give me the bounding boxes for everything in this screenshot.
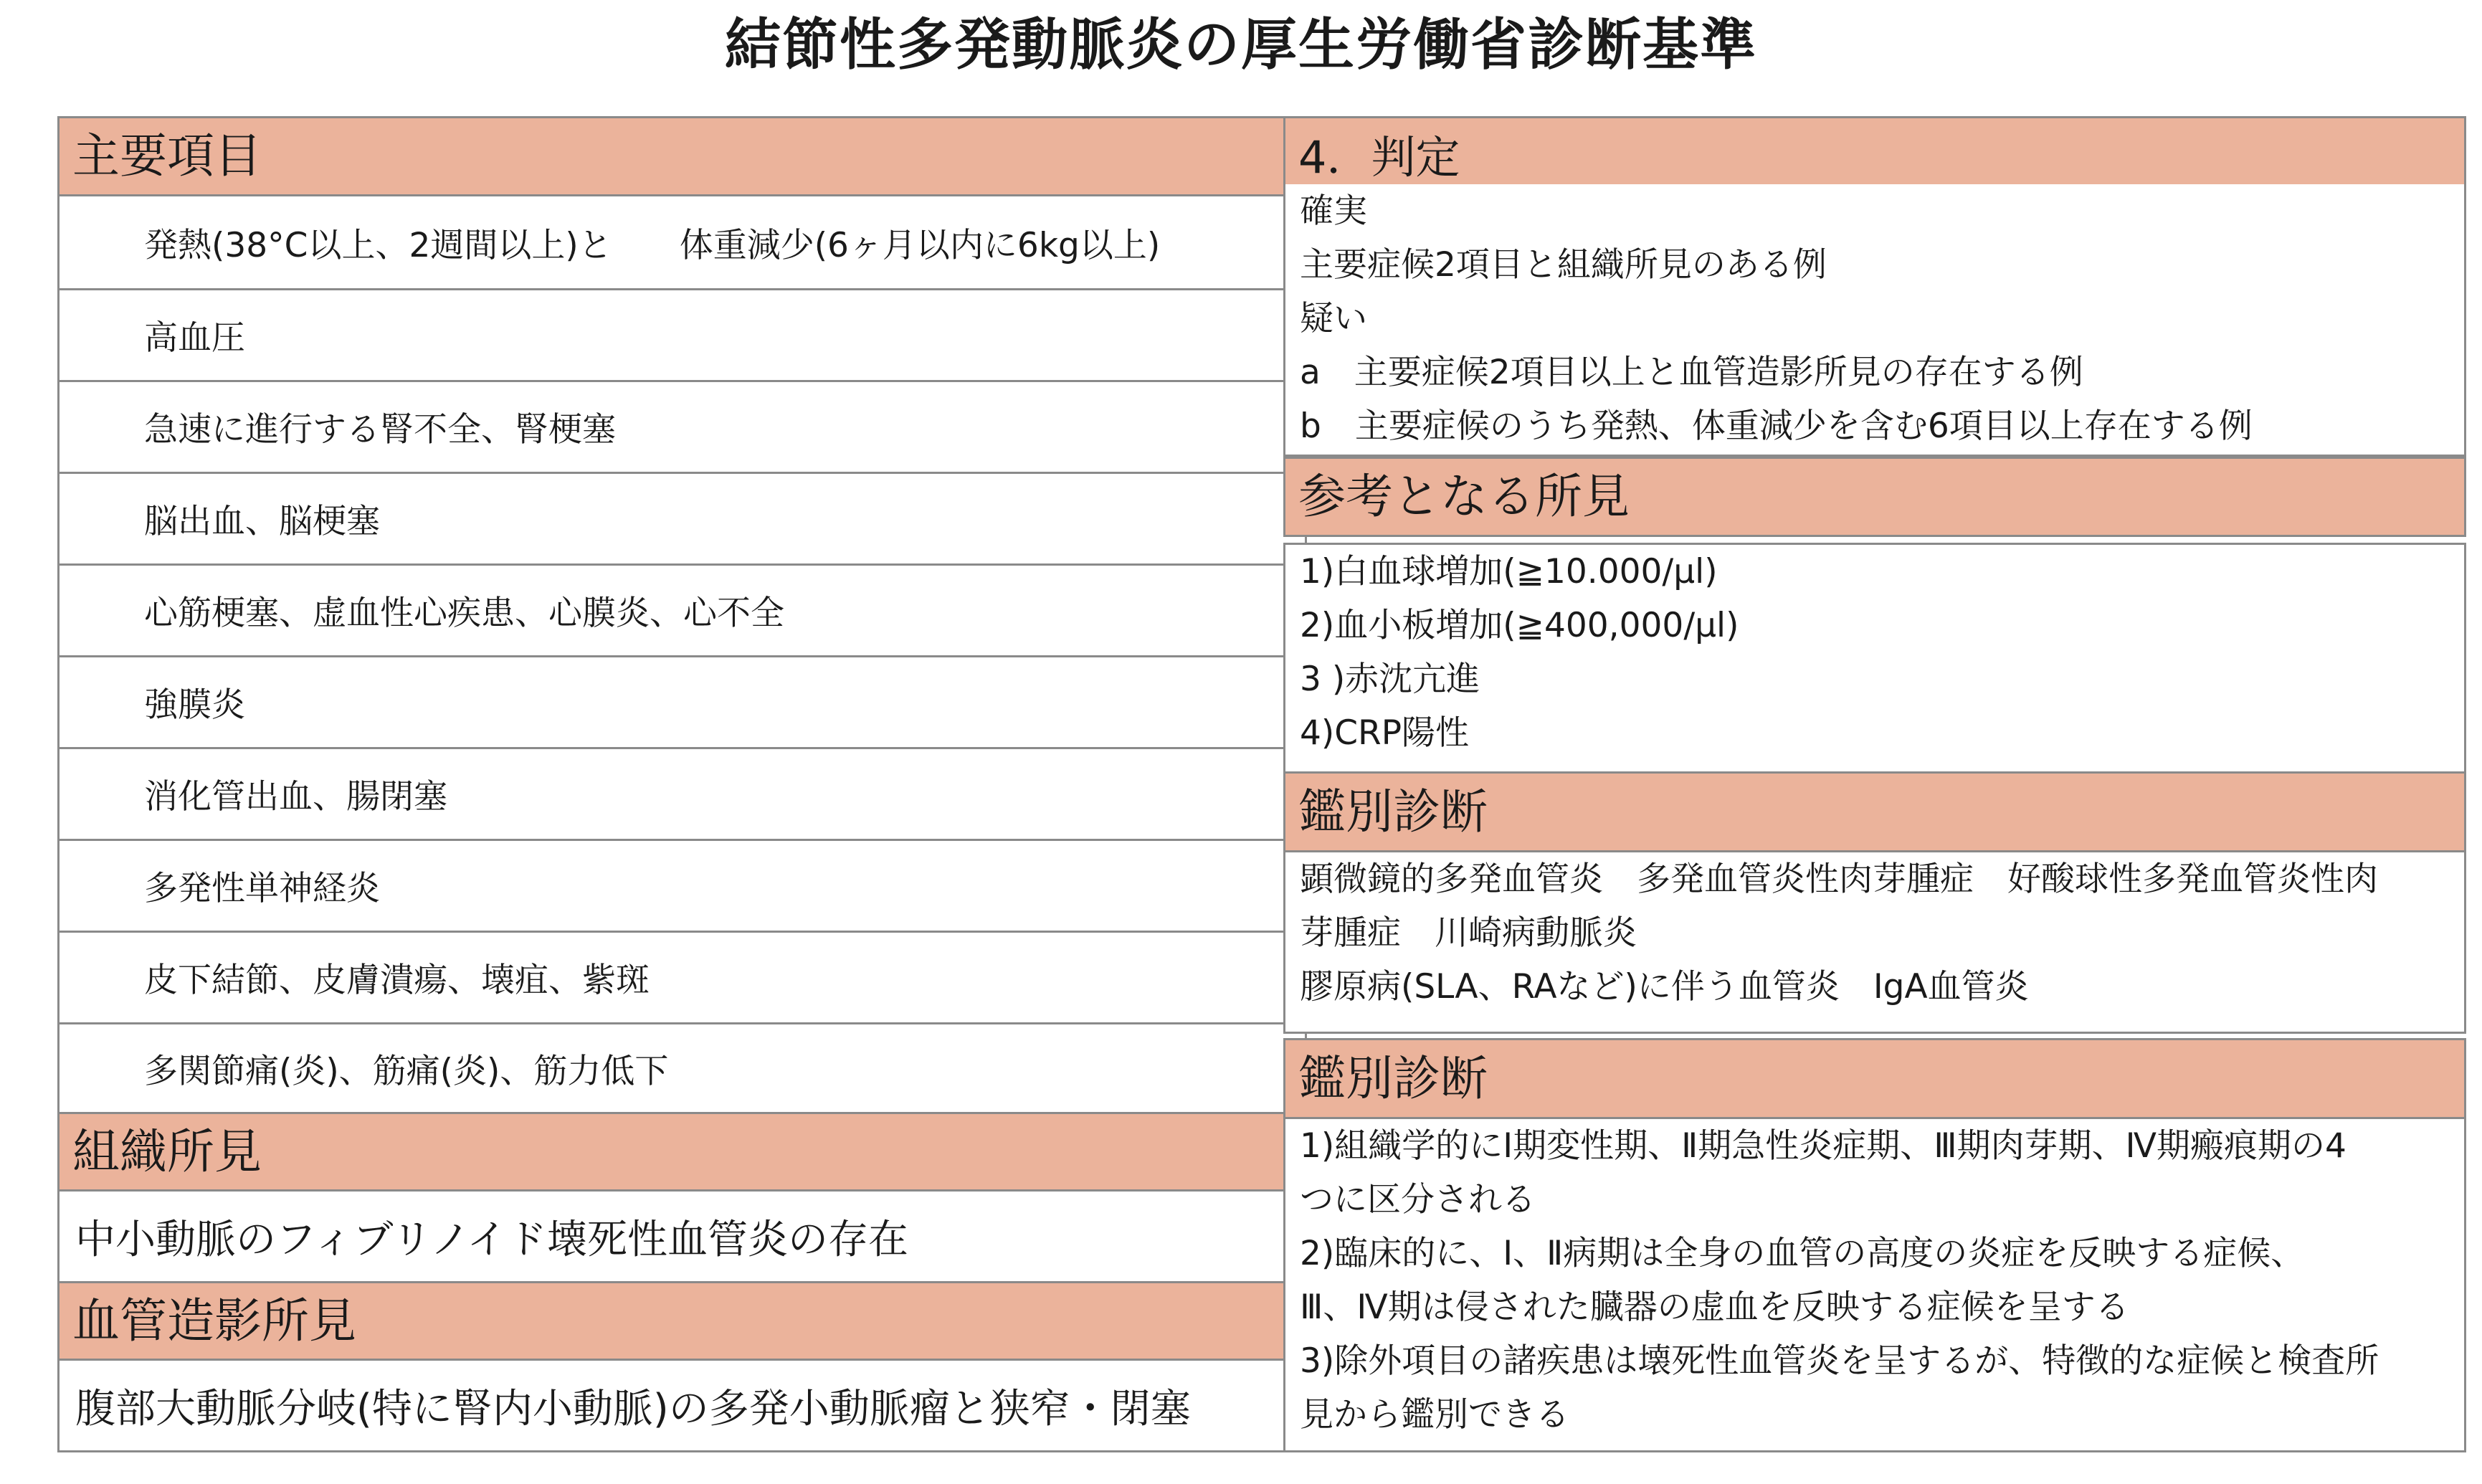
major-item-text: 多発性単神経炎	[144, 869, 380, 908]
major-item-text: 脳出血、脳梗塞	[144, 502, 380, 541]
notes-line: 見から鑑別できる	[1300, 1395, 1569, 1435]
judgement-line: 主要症候2項目と組織所見のある例	[1300, 245, 1827, 285]
reference-line: 1)白血球増加(≧10.000/μl)	[1300, 552, 1718, 591]
reference-findings-header: 参考となる所見	[1283, 457, 2466, 537]
major-item-row	[60, 288, 1305, 380]
major-items-header: 主要項目	[57, 116, 1307, 196]
judgement-line: 疑い	[1300, 299, 1367, 338]
tissue-findings-header: 組織所見	[57, 1112, 1307, 1192]
major-item-row	[60, 563, 1305, 655]
major-item-row	[60, 747, 1305, 839]
major-item-text: 多関節痛(炎)、筋痛(炎)、筋力低下	[144, 1051, 669, 1091]
angiography-findings-header: 血管造影所見	[57, 1281, 1307, 1361]
major-item-row	[60, 1022, 1305, 1112]
differential-diagnosis-notes-box	[1283, 1117, 2466, 1452]
differential-diagnosis-notes-header: 鑑別診断	[1283, 1038, 2466, 1119]
differential-line: 芽腫症 川崎病動脈炎	[1300, 913, 1637, 953]
judgement-line: b 主要症候のうち発熱、体重減少を含む6項目以上存在する例	[1300, 406, 2253, 446]
judgement-line: a 主要症候2項目以上と血管造影所見の存在する例	[1300, 353, 2083, 392]
major-item-row	[60, 196, 1305, 288]
major-item-text: 高血圧	[144, 318, 245, 358]
angiography-findings-text: 腹部大動脈分岐(特に腎内小動脈)の多発小動脈瘤と狭窄・閉塞	[57, 1359, 1307, 1452]
major-item-text: 発熱(38°C以上、2週間以上)と 体重減少(6ヶ月以内に6kg以上)	[144, 225, 1161, 265]
major-item-row	[60, 655, 1305, 747]
major-item-text: 皮下結節、皮膚潰瘍、壊疽、紫斑	[144, 961, 650, 1000]
major-item-text: 消化管出血、腸閉塞	[144, 777, 447, 817]
notes-line: 1)組織学的にⅠ期変性期、Ⅱ期急性炎症期、Ⅲ期肉芽期、Ⅳ期瘢痕期の4	[1300, 1126, 2347, 1166]
differential-line: 顕微鏡的多発血管炎 多発血管炎性肉芽腫症 好酸球性多発血管炎性肉	[1300, 860, 2378, 899]
judgement-header: 4．判定	[1283, 116, 2466, 186]
reference-findings-box	[1283, 543, 2466, 774]
notes-line: Ⅲ、Ⅳ期は侵された臓器の虚血を反映する症候を呈する	[1300, 1288, 2129, 1327]
tissue-findings-text: 中小動脈のフィブリノイド壊死性血管炎の存在	[57, 1189, 1307, 1283]
major-item-text: 急速に進行する腎不全、腎梗塞	[144, 410, 616, 450]
reference-line: 4)CRP陽性	[1300, 713, 1470, 753]
differential-line: 膠原病(SLA、RAなど)に伴う血管炎 IgA血管炎	[1300, 967, 2029, 1007]
page-title: 結節性多発動脈炎の厚生労働省診断基準	[724, 13, 1757, 77]
judgement-line: 確実	[1300, 191, 1367, 231]
major-item-row	[60, 839, 1305, 931]
major-item-row	[60, 931, 1305, 1022]
major-item-text: 強膜炎	[144, 685, 245, 725]
judgement-box	[1283, 184, 2466, 457]
differential-diagnosis-box	[1283, 850, 2466, 1034]
major-item-row	[60, 472, 1305, 563]
notes-line: つに区分される	[1300, 1180, 1536, 1219]
notes-line: 3)除外項目の諸疾患は壊死性血管炎を呈するが、特徴的な症候と検査所	[1300, 1341, 2379, 1381]
notes-line: 2)臨床的に、Ⅰ、Ⅱ病期は全身の血管の高度の炎症を反映する症候、	[1300, 1234, 2305, 1273]
major-item-text: 心筋梗塞、虚血性心疾患、心膜炎、心不全	[144, 594, 784, 633]
differential-diagnosis-header: 鑑別診断	[1283, 771, 2466, 852]
major-item-row	[60, 380, 1305, 472]
major-items-table	[57, 194, 1307, 1114]
reference-line: 3 )赤沈亢進	[1300, 660, 1480, 699]
reference-line: 2)血小板増加(≧400,000/μl)	[1300, 606, 1739, 645]
